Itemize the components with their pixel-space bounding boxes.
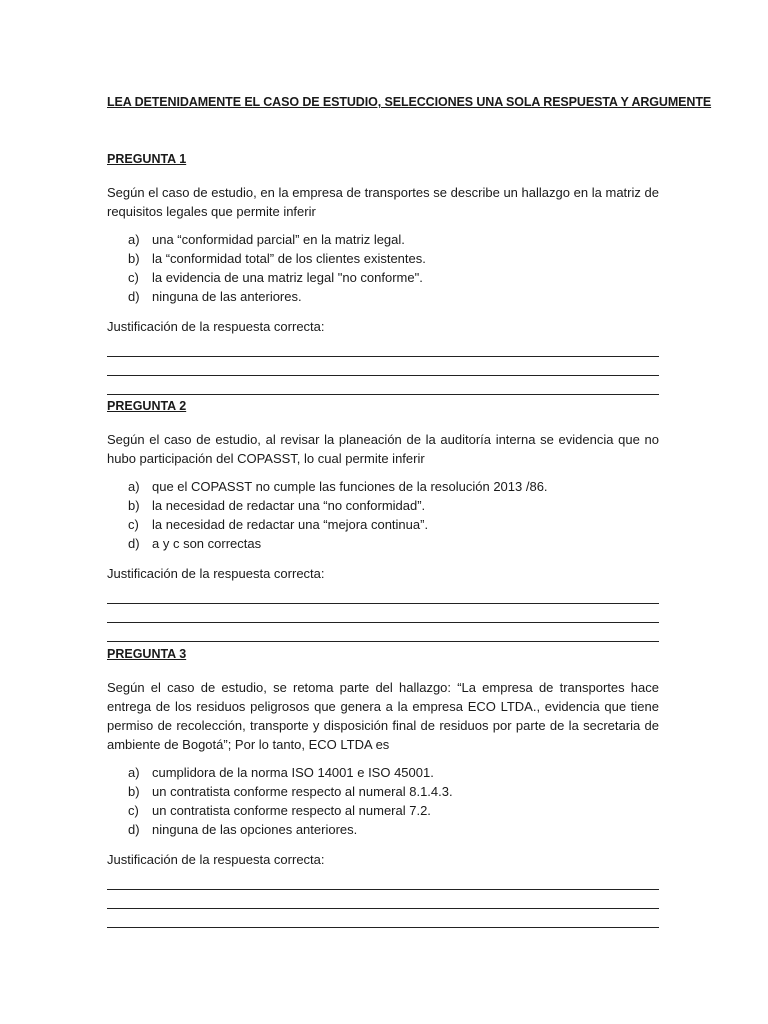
option-text: un contratista conforme respecto al numeral 8.1.4.3. [152, 784, 453, 799]
option-letter: b) [128, 498, 140, 513]
option-text: a y c son correctas [152, 536, 262, 551]
option-letter: c) [128, 803, 139, 818]
option-1d [107, 287, 659, 306]
option-letter: a) [128, 232, 140, 247]
option-text: ninguna de las opciones anteriores. [152, 822, 358, 837]
option-2a [107, 477, 659, 496]
option-text: ninguna de las anteriores. [152, 289, 302, 304]
question-2-options [107, 477, 659, 553]
option-text: una “conformidad parcial” en la matriz legal. [152, 232, 405, 247]
option-3c [107, 801, 659, 820]
answer-line[interactable] [107, 890, 659, 909]
question-1 [107, 150, 659, 395]
option-text: que el COPASST no cumple las funciones de la resolución 2013 /86. [152, 479, 548, 494]
option-text: un contratista conforme respecto al numeral 7.2. [152, 803, 431, 818]
option-letter: d) [128, 822, 140, 837]
option-text: la evidencia de una matriz legal "no conforme". [152, 270, 423, 285]
answer-line[interactable] [107, 585, 659, 604]
answer-line[interactable] [107, 376, 659, 395]
option-2b [107, 496, 659, 515]
option-text: la necesidad de redactar una “mejora continua”. [152, 517, 429, 532]
option-2c [107, 515, 659, 534]
option-letter: d) [128, 289, 140, 304]
question-1-heading: PREGUNTA 1 [107, 152, 187, 166]
question-2-body: Según el caso de estudio, al revisar la planeación de la auditoría interna se evidencia que no hubo participación del COPASST, lo cual permite inferir [107, 432, 659, 466]
option-letter: c) [128, 270, 139, 285]
question-3-heading: PREGUNTA 3 [107, 647, 187, 661]
option-text: cumplidora de la norma ISO 14001 e ISO 45001. [152, 765, 434, 780]
option-3a [107, 763, 659, 782]
option-3b [107, 782, 659, 801]
question-1-options [107, 230, 659, 306]
question-3 [107, 645, 659, 928]
answer-line[interactable] [107, 357, 659, 376]
answer-line[interactable] [107, 623, 659, 642]
answer-line[interactable] [107, 871, 659, 890]
option-text: la “conformidad total” de los clientes existentes. [152, 251, 426, 266]
option-1a [107, 230, 659, 249]
option-text: la necesidad de redactar una “no conformidad”. [152, 498, 426, 513]
answer-line[interactable] [107, 909, 659, 928]
justification-label: Justificación de la respuesta correcta: [107, 566, 325, 581]
question-1-body: Según el caso de estudio, en la empresa de transportes se describe un hallazgo en la matriz de requisitos legales que permite inferir [107, 185, 659, 219]
justification-label: Justificación de la respuesta correcta: [107, 319, 325, 334]
question-2-heading: PREGUNTA 2 [107, 399, 187, 413]
question-2 [107, 397, 659, 642]
answer-line[interactable] [107, 604, 659, 623]
option-letter: a) [128, 765, 140, 780]
question-3-body: Según el caso de estudio, se retoma parte del hallazgo: “La empresa de transportes hace entrega de los residuos peligrosos que genera a la empresa ECO LTDA., evidencia que tiene permiso de recolección, transporte y disposición final de residuos por parte de la secretaria de ambiente de Bogotá”; Por lo tanto, ECO LTDA es [107, 680, 659, 752]
option-letter: d) [128, 536, 140, 551]
document-title: LEA DETENIDAMENTE EL CASO DE ESTUDIO, SELECCIONES UNA SOLA RESPUESTA Y ARGUMENTE [107, 95, 712, 109]
option-2d [107, 534, 659, 553]
answer-line[interactable] [107, 338, 659, 357]
option-letter: c) [128, 517, 139, 532]
question-3-options [107, 763, 659, 839]
option-1b [107, 249, 659, 268]
option-3d [107, 820, 659, 839]
document-page [107, 93, 712, 112]
justification-label: Justificación de la respuesta correcta: [107, 852, 325, 867]
option-letter: a) [128, 479, 140, 494]
option-letter: b) [128, 784, 140, 799]
option-letter: b) [128, 251, 140, 266]
option-1c [107, 268, 659, 287]
